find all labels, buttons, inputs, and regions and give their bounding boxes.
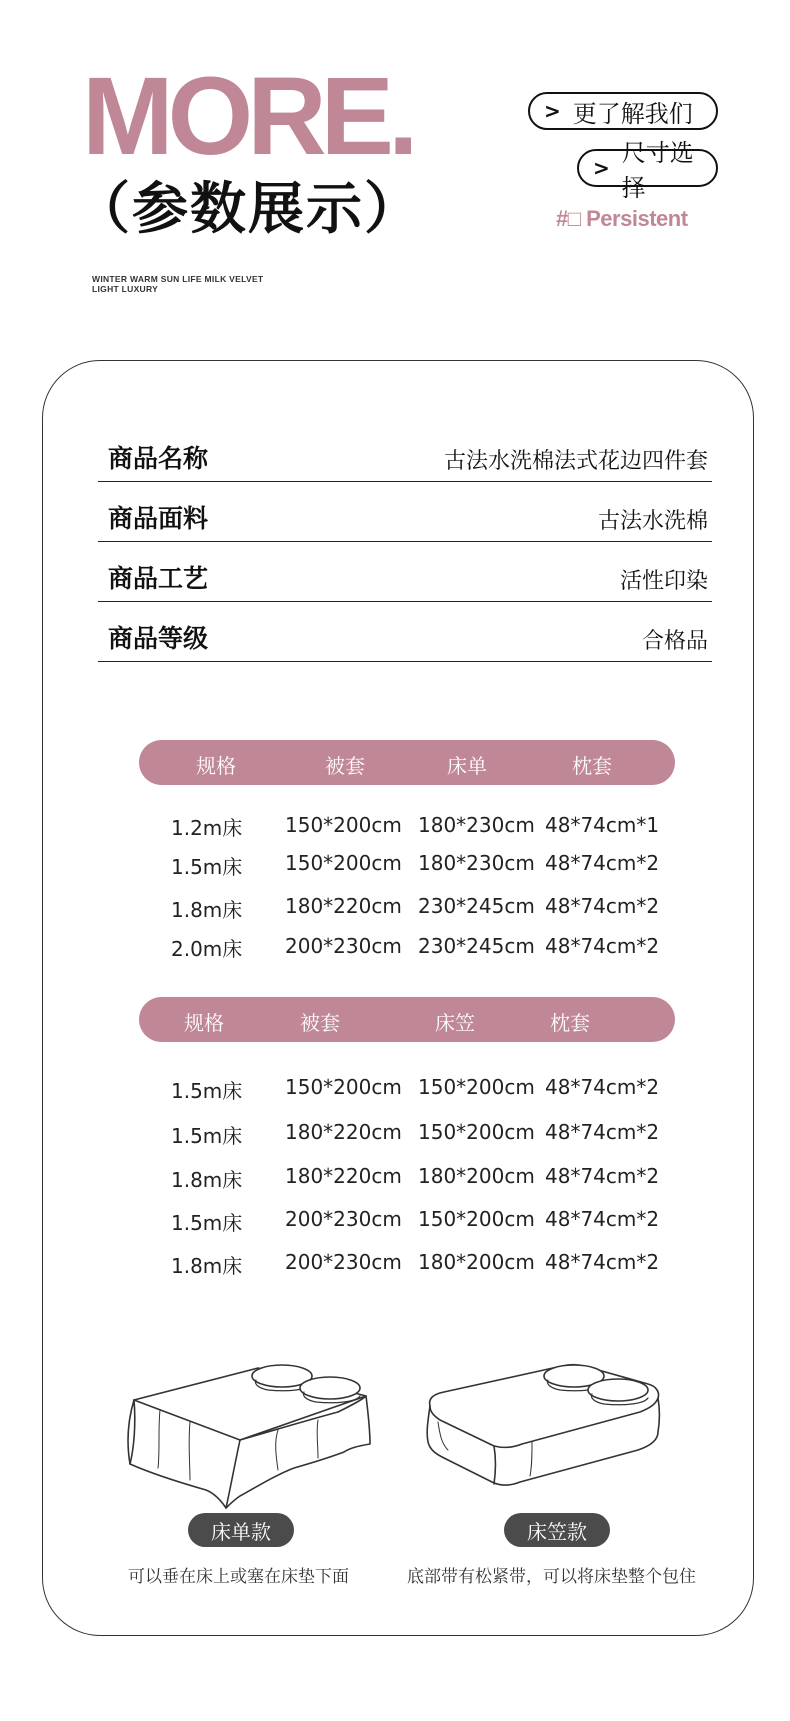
about-us-label: 更了解我们: [572, 99, 693, 128]
table-cell: 150*200cm: [285, 813, 402, 837]
table-cell: 48*74cm*1: [545, 813, 660, 837]
flat-sheet-badge: 床单款: [188, 1513, 294, 1547]
table-cell: 180*230cm: [418, 813, 535, 837]
header-cell: 枕套: [550, 1011, 590, 1035]
table-cell: 48*74cm*2: [545, 1250, 660, 1274]
table-cell: 1.2m床: [171, 816, 243, 840]
table-cell: 48*74cm*2: [545, 934, 660, 958]
table-cell: 180*220cm: [285, 1164, 402, 1188]
table-cell: 48*74cm*2: [545, 1164, 660, 1188]
property-label: 商品名称: [108, 444, 209, 473]
fitted-sheet-bed-illustration: [412, 1340, 672, 1500]
size-select-button[interactable]: [577, 139, 718, 202]
property-label: 商品等级: [108, 624, 209, 653]
table-cell: 230*245cm: [418, 894, 535, 918]
table-cell: 1.5m床: [171, 1124, 243, 1148]
sheet-table-header: [139, 740, 675, 785]
fitted-sheet-badge: 床笠款: [504, 1513, 610, 1547]
header-cell: 规格: [196, 754, 236, 778]
property-row: [98, 622, 712, 662]
chevron-right-icon: >: [593, 156, 610, 180]
fitted-table-header: [139, 997, 675, 1042]
table-cell: 1.5m床: [171, 855, 243, 879]
property-value: 古法水洗棉法式花边四件套: [443, 449, 708, 474]
brand-title: MORE.: [82, 55, 413, 178]
table-cell: 150*200cm: [285, 1075, 402, 1099]
table-cell: 150*200cm: [418, 1207, 535, 1231]
property-label: 商品工艺: [108, 564, 209, 593]
table-cell: 2.0m床: [171, 937, 243, 961]
table-cell: 48*74cm*2: [545, 851, 660, 875]
table-cell: 180*230cm: [418, 851, 535, 875]
header-cell: 枕套: [572, 754, 612, 778]
table-cell: 150*200cm: [285, 851, 402, 875]
flat-sheet-bed-illustration: [118, 1340, 378, 1510]
table-cell: 1.8m床: [171, 1168, 243, 1192]
tagline: [92, 274, 263, 294]
property-row: [98, 562, 712, 602]
table-cell: 180*200cm: [418, 1164, 535, 1188]
header-cell: 规格: [184, 1011, 224, 1035]
table-cell: 1.8m床: [171, 1254, 243, 1278]
table-cell: 48*74cm*2: [545, 1207, 660, 1231]
property-row: [98, 502, 712, 542]
table-cell: 230*245cm: [418, 934, 535, 958]
tagline-line-1: WINTER WARM SUN LIFE MILK VELVET: [92, 274, 264, 284]
table-cell: 200*230cm: [285, 934, 402, 958]
about-us-button[interactable]: [528, 92, 718, 130]
table-cell: 1.5m床: [171, 1079, 243, 1103]
header-cell: 床笠: [435, 1011, 475, 1035]
header-cell: 被套: [300, 1011, 340, 1035]
fitted-sheet-caption: 底部带有松紧带，可以将床垫整个包住: [407, 1567, 696, 1587]
table-cell: 180*200cm: [418, 1250, 535, 1274]
persistent-tag: #□ Persistent: [556, 206, 688, 231]
property-value: 活性印染: [619, 569, 708, 594]
table-cell: 1.5m床: [171, 1211, 243, 1235]
table-cell: 180*220cm: [285, 894, 402, 918]
table-cell: 48*74cm*2: [545, 1075, 660, 1099]
page-subtitle: （参数展示）: [74, 177, 422, 242]
tagline-line-2: LIGHT LUXURY: [92, 284, 159, 295]
table-cell: 48*74cm*2: [545, 1120, 660, 1144]
table-cell: 200*230cm: [285, 1250, 402, 1274]
table-cell: 150*200cm: [418, 1120, 535, 1144]
header-cell: 被套: [325, 754, 365, 778]
flat-sheet-caption: 可以垂在床上或塞在床垫下面: [128, 1567, 349, 1587]
table-cell: 150*200cm: [418, 1075, 535, 1099]
chevron-right-icon: >: [544, 99, 561, 123]
property-value: 古法水洗棉: [597, 509, 708, 534]
table-cell: 1.8m床: [171, 898, 243, 922]
header-cell: 床单: [447, 754, 487, 778]
property-label: 商品面料: [108, 504, 209, 533]
property-value: 合格品: [641, 629, 708, 654]
property-row: [98, 442, 712, 482]
size-select-label: 尺寸选择: [621, 139, 694, 202]
table-cell: 180*220cm: [285, 1120, 402, 1144]
table-cell: 200*230cm: [285, 1207, 402, 1231]
table-cell: 48*74cm*2: [545, 894, 660, 918]
